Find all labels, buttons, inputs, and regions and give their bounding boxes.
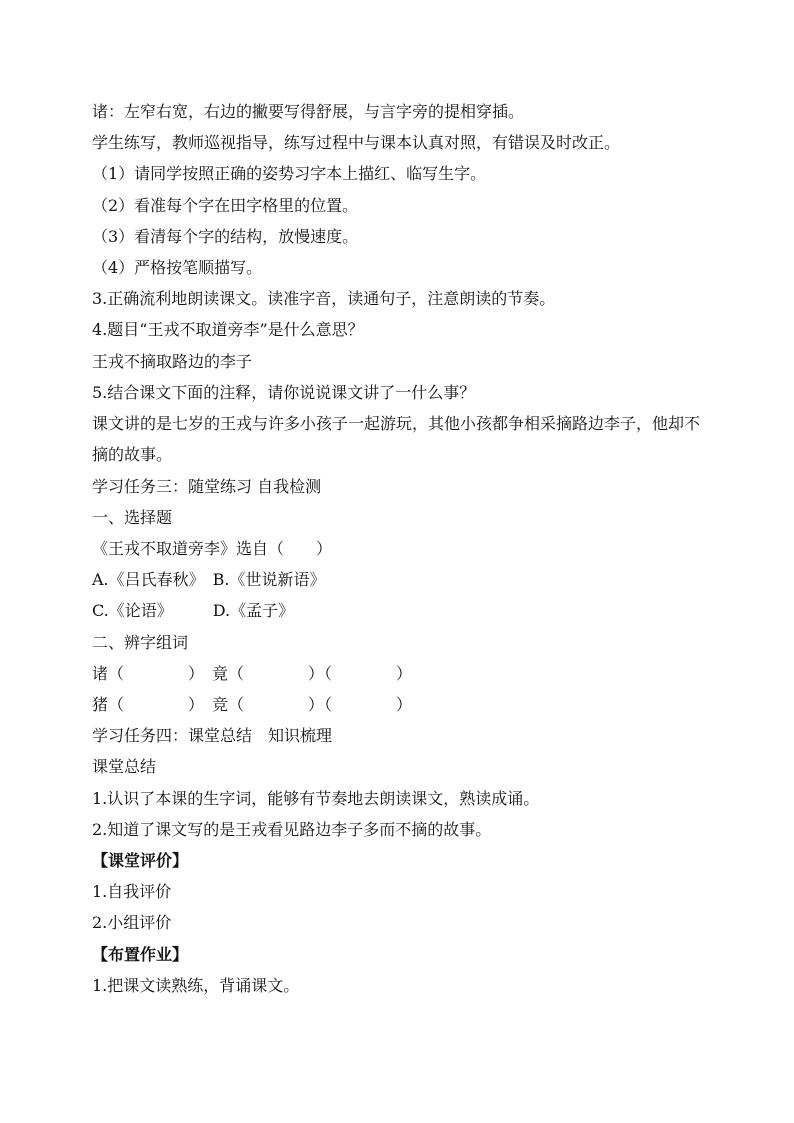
exercise-line: 诸（ ） 竟（ ）（ ） — [92, 664, 413, 683]
text-line: 1.认识了本课的生字词，能够有节奏地去朗读课文，熟读成诵。 — [92, 789, 540, 808]
text-line: 诸：左窄右宽，右边的撇要写得舒展，与言字旁的提相穿插。 — [92, 102, 525, 121]
text-line: （1）请同学按照正确的姿势习字本上描红、临写生字。 — [92, 164, 487, 183]
option-line: C.《论语》 D.《孟子》 — [92, 601, 295, 620]
text-line: 2.知道了课文写的是王戎看见路边李子多而不摘的故事。 — [92, 820, 492, 839]
option-line: A.《吕氏春秋》 B.《世说新语》 — [92, 570, 326, 589]
section-heading: 【课堂评价】 — [92, 851, 189, 870]
text-line: 2.小组评价 — [92, 913, 172, 932]
text-line: 1.把课文读熟练，背诵课文。 — [92, 976, 300, 995]
question-line: 《王戎不取道旁李》选自（ ） — [92, 539, 333, 558]
text-line: （3）看清每个字的结构，放慢速度。 — [92, 227, 359, 246]
text-line: （4）严格按笔顺描写。 — [92, 258, 263, 277]
text-paragraph: 课文讲的是七岁的王戎与许多小孩子一起游玩，其他小孩都争相采摘路边李子，他却不摘的故事。 — [92, 414, 701, 464]
text-line: 王戎不摘取路边的李子 — [92, 352, 253, 371]
text-line: 一、选择题 — [92, 508, 173, 527]
section-heading: 学习任务四：课堂总结 知识梳理 — [92, 726, 333, 745]
text-line: 3.正确流利地朗读课文。读准字音，读通句子，注意朗读的节奏。 — [92, 289, 556, 308]
text-line: 学生练写，教师巡视指导，练写过程中与课本认真对照，有错误及时改正。 — [92, 133, 621, 152]
text-line: 4.题目“王戎不取道旁李”是什么意思？ — [92, 320, 364, 339]
exercise-line: 猪（ ） 竞（ ）（ ） — [92, 695, 413, 714]
text-line: （2）看准每个字在田字格里的位置。 — [92, 196, 359, 215]
text-line: 5.结合课文下面的注释，请你说说课文讲了一什么事？ — [92, 383, 476, 402]
section-heading: 【布置作业】 — [92, 945, 189, 964]
text-line: 1.自我评价 — [92, 882, 172, 901]
section-heading: 学习任务三：随堂练习 自我检测 — [92, 477, 322, 496]
text-line: 二、辨字组词 — [92, 633, 189, 652]
text-line: 课堂总结 — [92, 757, 157, 776]
